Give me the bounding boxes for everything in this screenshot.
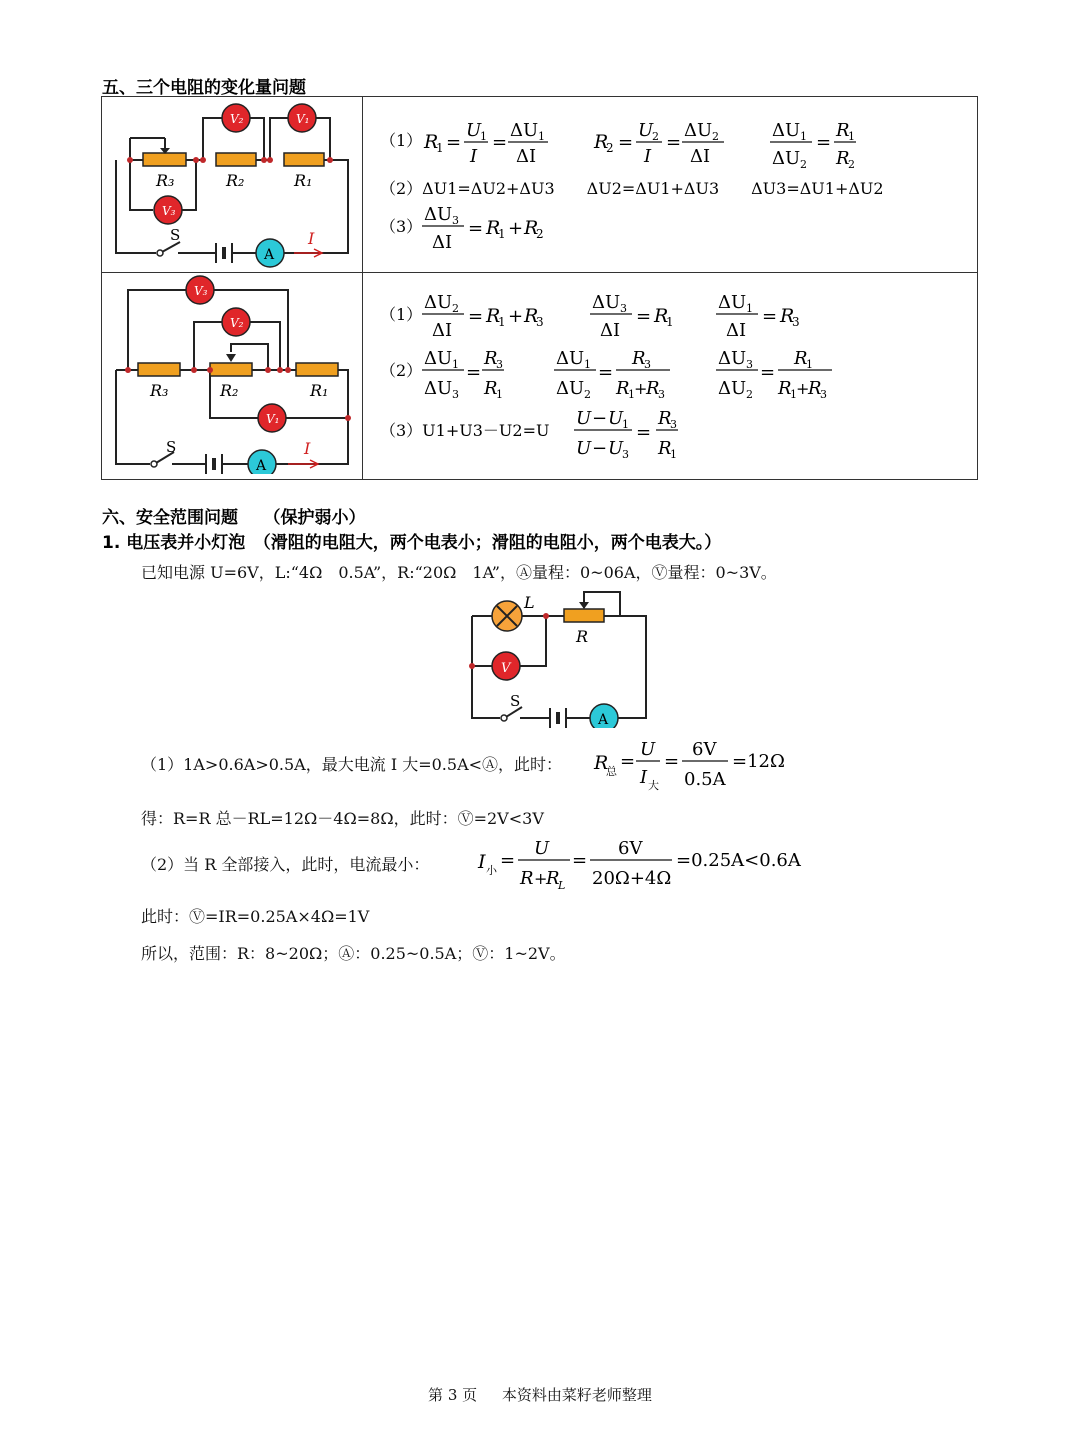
svg-text:R: R (524, 217, 539, 239)
svg-text:S: S (166, 438, 177, 456)
resistor-r1 (284, 153, 324, 166)
svg-text:2: 2 (746, 388, 753, 401)
svg-text:R: R (594, 752, 609, 774)
svg-text:=: = (446, 132, 462, 153)
known-conditions: 已知电源 U=6V，L:“4Ω 0.5A”，R:“20Ω 1A”，Ⓐ量程：0~06A，Ⓥ量程：0~3V。 (141, 563, 777, 582)
svg-text:−: − (592, 408, 608, 429)
svg-text:ΔU: ΔU (772, 120, 801, 141)
svg-text:I: I (470, 146, 478, 167)
svg-text:3: 3 (536, 315, 544, 329)
svg-text:ΔU: ΔU (772, 148, 801, 169)
svg-text:=: = (762, 306, 778, 327)
svg-text:ΔU: ΔU (424, 348, 453, 369)
svg-text:20Ω+4Ω: 20Ω+4Ω (592, 868, 672, 889)
svg-text:+: + (508, 218, 524, 239)
svg-text:=12Ω: =12Ω (732, 751, 785, 772)
svg-text:I: I (304, 439, 311, 458)
svg-text:−: − (592, 438, 608, 459)
label-r1: R₁ (294, 171, 313, 190)
svg-text:0.5A: 0.5A (684, 769, 726, 790)
svg-text:R: R (520, 868, 534, 889)
row1-formulas (372, 110, 972, 260)
label-r2: R₂ (226, 171, 245, 190)
svg-text:大: 大 (648, 779, 659, 792)
svg-text:=: = (666, 132, 682, 153)
result1-text: 得：R=R 总－RL=12Ω－4Ω=8Ω，此时：Ⓥ=2V<3V (141, 809, 544, 828)
row2-formulas (372, 284, 972, 470)
svg-text:3: 3 (644, 358, 651, 371)
svg-text:1: 1 (480, 130, 487, 143)
label-r2: R₂ (220, 381, 239, 400)
svg-text:1: 1 (746, 302, 753, 315)
svg-text:=: = (598, 362, 614, 383)
now-text: 此时：Ⓥ=IR=0.25A×4Ω=1V (141, 907, 370, 926)
rheostat-r (564, 609, 604, 622)
svg-text:小: 小 (486, 864, 497, 877)
svg-text:R: R (616, 378, 630, 399)
svg-text:=0.25A<0.6A: =0.25A<0.6A (676, 850, 801, 871)
row-divider (102, 272, 977, 273)
svg-text:V₁: V₁ (266, 412, 280, 426)
svg-text:R: R (484, 378, 498, 399)
resistor-r1 (296, 363, 338, 376)
svg-text:=: = (572, 850, 588, 871)
svg-text:+: + (508, 306, 524, 327)
svg-text:+: + (534, 869, 548, 888)
svg-text:2: 2 (848, 158, 855, 171)
svg-text:R: R (594, 131, 609, 153)
step1-text: （1）1A>0.6A>0.5A，最大电流 I 大=0.5A<Ⓐ，此时： (141, 755, 563, 774)
svg-text:=: = (816, 132, 832, 153)
svg-text:1: 1 (498, 227, 506, 241)
svg-text:I: I (644, 146, 652, 167)
svg-text:3: 3 (452, 388, 459, 401)
svg-text:R: R (486, 217, 501, 239)
svg-text:=: = (468, 218, 484, 239)
svg-text:ΔU: ΔU (424, 204, 453, 225)
svg-text:2: 2 (652, 130, 659, 143)
svg-text:S: S (510, 692, 521, 710)
svg-text:U: U (576, 438, 592, 459)
svg-text:1: 1 (666, 315, 674, 329)
switch-s (157, 242, 180, 256)
svg-text:1: 1 (848, 130, 855, 143)
battery (216, 243, 232, 263)
svg-text:=: = (468, 306, 484, 327)
slider-arrow (226, 354, 236, 362)
section5-title: 五、三个电阻的变化量问题 (102, 78, 306, 98)
svg-text:L: L (558, 879, 566, 892)
svg-text:ΔU: ΔU (424, 292, 453, 313)
page-footer (0, 1384, 1080, 1405)
svg-text:R: R (546, 868, 560, 889)
column-divider (362, 97, 363, 479)
svg-text:=: = (664, 751, 680, 772)
svg-text:ΔI: ΔI (516, 146, 537, 167)
slider-arrow (579, 602, 589, 609)
svg-text:=: = (492, 132, 508, 153)
svg-text:1: 1 (670, 448, 677, 461)
section6-title: 六、安全范围问题 （保护弱小） (102, 508, 366, 528)
svg-text:3: 3 (620, 302, 627, 315)
label-l: L (524, 593, 535, 612)
label-r3: R₃ (156, 171, 175, 190)
svg-text:U: U (608, 408, 624, 429)
svg-text:I: I (308, 229, 315, 248)
svg-text:R: R (654, 305, 669, 327)
svg-text:=: = (620, 751, 636, 772)
svg-text:+: + (796, 379, 810, 398)
svg-text:6V: 6V (618, 838, 643, 859)
svg-text:V₂: V₂ (230, 316, 244, 330)
page-number: 第 3 页 (428, 1386, 478, 1404)
svg-text:2: 2 (712, 130, 719, 143)
row1-f3-label: （3） (380, 217, 423, 236)
svg-text:V: V (501, 661, 511, 676)
svg-text:ΔU: ΔU (718, 292, 747, 313)
circuit-diagram-series-three-resistors (108, 98, 358, 270)
svg-text:1: 1 (800, 130, 807, 143)
svg-text:R: R (658, 408, 672, 429)
svg-text:U: U (638, 120, 654, 141)
svg-text:1: 1 (622, 418, 629, 431)
svg-text:ΔU: ΔU (684, 120, 713, 141)
svg-text:V₁: V₁ (296, 112, 310, 126)
svg-text:R: R (524, 305, 539, 327)
svg-text:2: 2 (452, 302, 459, 315)
svg-text:1: 1 (584, 358, 591, 371)
row1-f2: （2）ΔU1=ΔU2+ΔU3 ΔU2=ΔU1+ΔU3 ΔU3=ΔU1+ΔU2 (380, 179, 884, 198)
row2-f2-label: （2） (380, 361, 423, 380)
svg-text:V₂: V₂ (230, 112, 244, 126)
svg-text:3: 3 (792, 315, 800, 329)
svg-text:I: I (640, 767, 648, 788)
svg-text:V₃: V₃ (162, 204, 176, 218)
step2-formula (474, 834, 814, 898)
svg-text:3: 3 (622, 448, 629, 461)
svg-text:R: R (484, 348, 498, 369)
circuit-diagram-mixed-three-resistors (108, 274, 358, 474)
step2-text: （2）当 R 全部接入，此时，电流最小： (141, 855, 430, 874)
svg-text:ΔU: ΔU (592, 292, 621, 313)
svg-text:2: 2 (606, 141, 614, 155)
svg-text:=: = (618, 132, 634, 153)
svg-text:1: 1 (436, 141, 444, 155)
svg-text:ΔI: ΔI (600, 320, 621, 341)
svg-text:1: 1 (790, 388, 797, 401)
svg-text:2: 2 (800, 158, 807, 171)
row1-f1-label: （1） (380, 131, 423, 150)
svg-text:A: A (264, 247, 275, 263)
svg-text:R: R (632, 348, 646, 369)
svg-text:R: R (486, 305, 501, 327)
svg-text:ΔU: ΔU (718, 348, 747, 369)
svg-text:3: 3 (670, 418, 677, 431)
svg-text:V₃: V₃ (194, 284, 208, 298)
section6-subtitle: 1. 电压表并小灯泡 （滑阻的电阻大，两个电表小；滑阻的电阻小，两个电表大。） (102, 533, 722, 553)
svg-text:6V: 6V (692, 739, 717, 760)
svg-text:1: 1 (452, 358, 459, 371)
svg-text:ΔU: ΔU (718, 378, 747, 399)
svg-text:ΔI: ΔI (726, 320, 747, 341)
svg-text:ΔI: ΔI (432, 232, 453, 253)
svg-text:S: S (170, 226, 181, 244)
svg-text:R: R (658, 438, 672, 459)
circuit-diagram-lamp-rheostat (464, 588, 654, 728)
svg-text:ΔI: ΔI (690, 146, 711, 167)
svg-text:R: R (778, 378, 792, 399)
resistor-r2 (210, 363, 252, 376)
svg-text:ΔU: ΔU (510, 120, 539, 141)
svg-text:U: U (608, 438, 624, 459)
svg-text:A: A (256, 458, 267, 474)
svg-text:=: = (466, 362, 482, 383)
resistor-r3 (143, 153, 186, 166)
svg-text:=: = (636, 422, 652, 443)
svg-text:R: R (780, 305, 795, 327)
svg-text:=: = (760, 362, 776, 383)
range-text: 所以，范围：R：8~20Ω；Ⓐ：0.25~0.5A；Ⓥ：1~2V。 (141, 944, 566, 963)
svg-text:U: U (576, 408, 592, 429)
svg-text:ΔU: ΔU (424, 378, 453, 399)
svg-text:U: U (534, 838, 550, 859)
svg-text:ΔU: ΔU (556, 378, 585, 399)
svg-text:ΔU: ΔU (556, 348, 585, 369)
svg-text:+: + (634, 379, 648, 398)
svg-text:1: 1 (806, 358, 813, 371)
svg-text:1: 1 (538, 130, 545, 143)
svg-text:1: 1 (496, 388, 503, 401)
svg-text:R: R (836, 148, 850, 169)
svg-text:1: 1 (498, 315, 506, 329)
footer-credit: 本资料由菜籽老师整理 (501, 1386, 652, 1404)
svg-text:3: 3 (658, 388, 665, 401)
svg-text:3: 3 (496, 358, 503, 371)
svg-text:=: = (636, 306, 652, 327)
svg-text:=: = (500, 850, 516, 871)
row2-f3-text: （3）U1+U3－U2=U (380, 421, 550, 440)
svg-text:R: R (836, 120, 850, 141)
svg-text:ΔI: ΔI (432, 320, 453, 341)
svg-text:1: 1 (628, 388, 635, 401)
label-r: R (576, 627, 589, 646)
svg-text:3: 3 (746, 358, 753, 371)
label-r1: R₁ (310, 381, 329, 400)
svg-text:U: U (466, 120, 482, 141)
svg-text:A: A (598, 712, 609, 728)
svg-text:3: 3 (820, 388, 827, 401)
resistor-r3 (138, 363, 180, 376)
svg-text:R: R (794, 348, 808, 369)
svg-text:3: 3 (452, 214, 459, 227)
battery (206, 454, 222, 474)
battery (550, 708, 566, 728)
svg-text:R: R (808, 378, 822, 399)
svg-text:2: 2 (536, 227, 544, 241)
svg-text:I: I (478, 851, 486, 873)
step1-formula (590, 735, 810, 795)
svg-text:R: R (424, 131, 439, 153)
svg-text:R: R (646, 378, 660, 399)
svg-text:U: U (640, 739, 656, 760)
svg-text:总: 总 (606, 765, 617, 778)
row2-f1-label: （1） (380, 305, 423, 324)
svg-text:2: 2 (584, 388, 591, 401)
label-r3: R₃ (150, 381, 169, 400)
resistor-r2 (216, 153, 256, 166)
